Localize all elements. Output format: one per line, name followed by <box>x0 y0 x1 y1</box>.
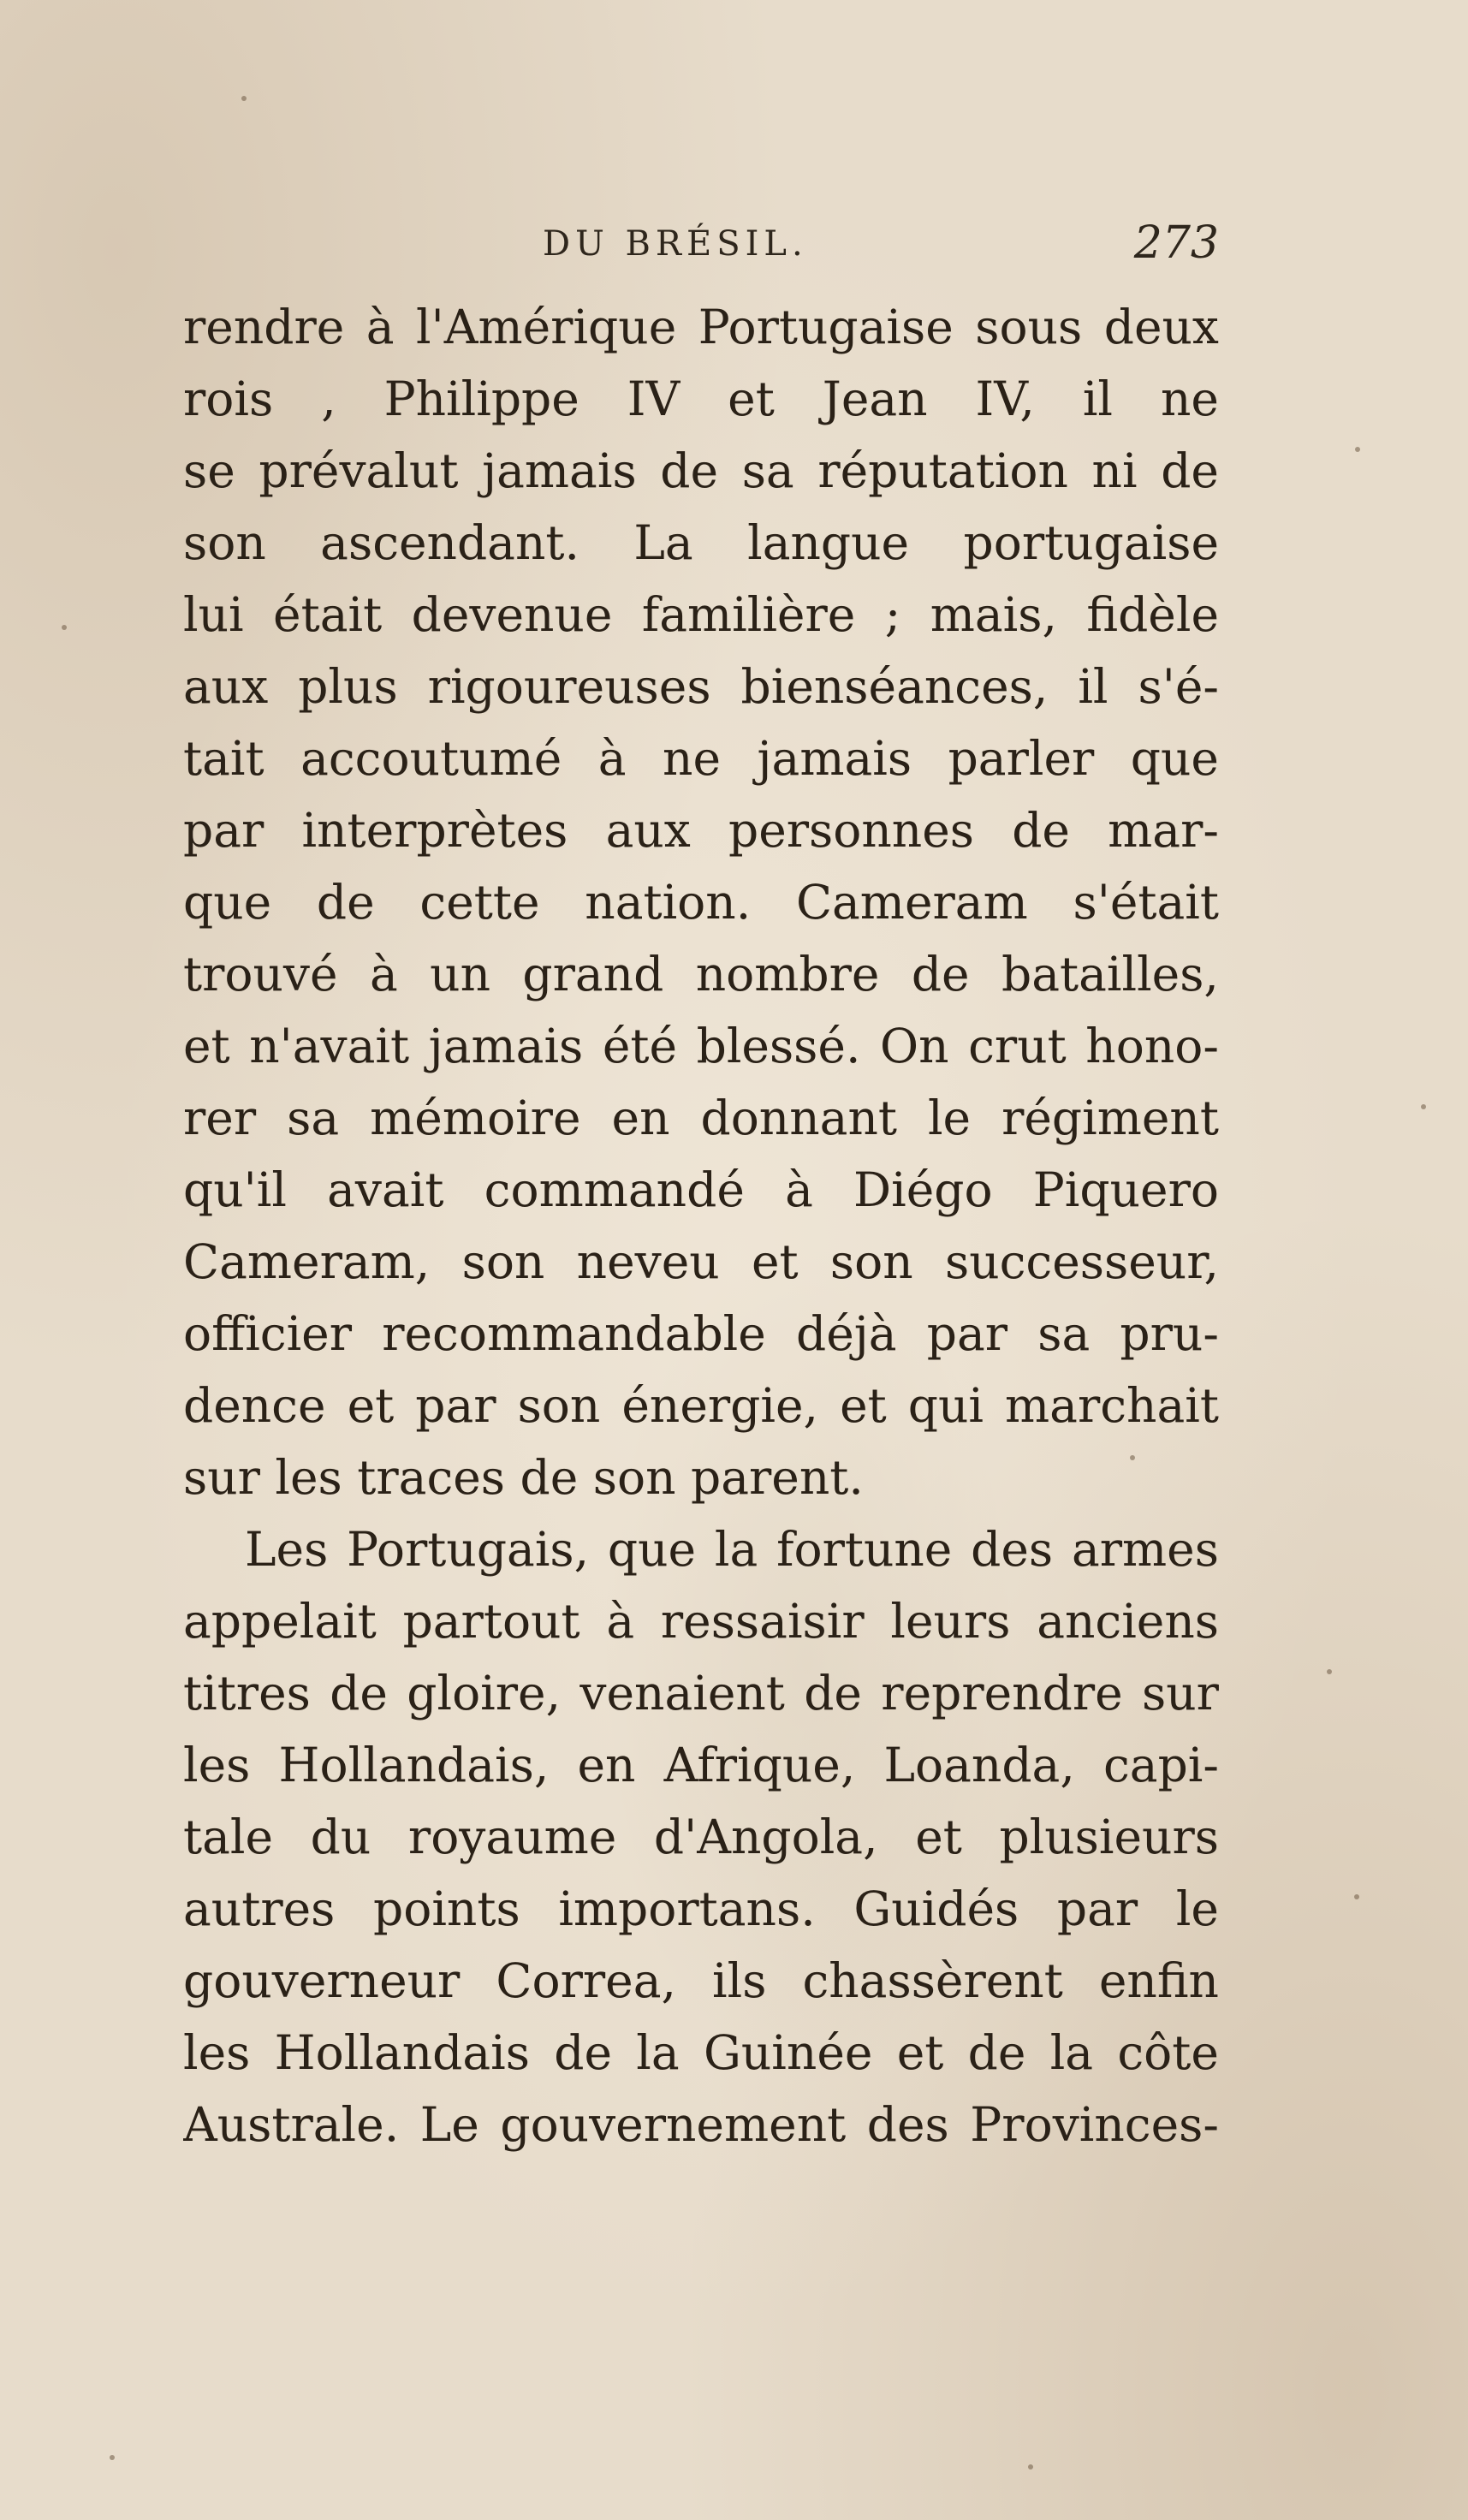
text-line: tait accoutumé à ne jamais parler que <box>183 731 1219 786</box>
text-line: qu'il avait commandé à Diégo Piquero <box>183 1162 1219 1217</box>
running-head: DU BRÉSIL. <box>543 224 808 264</box>
text-line: sur les traces de son parent. <box>183 1450 864 1505</box>
paper-speck <box>1355 447 1360 452</box>
paper-speck <box>62 625 67 630</box>
text-line: Les Portugais, que la fortune des armes <box>245 1522 1219 1577</box>
text-line: rois , Philippe IV et Jean IV, il ne <box>183 371 1219 426</box>
text-line: dence et par son énergie, et qui marchait <box>183 1378 1219 1433</box>
text-line: autres points importans. Guidés par le <box>183 1881 1219 1936</box>
paper-speck <box>110 2455 115 2460</box>
text-line: les Hollandais, en Afrique, Loanda, capi- <box>183 1738 1219 1792</box>
page-number: 273 <box>1133 217 1219 269</box>
text-line: Australe. Le gouvernement des Provinces- <box>183 2097 1219 2152</box>
text-line: son ascendant. La langue portugaise <box>183 515 1219 570</box>
paper-speck <box>1327 1669 1332 1674</box>
text-line: lui était devenue familière ; mais, fidèle <box>183 587 1219 642</box>
page-header <box>183 217 1219 284</box>
text-line: officier recommandable déjà par sa pru- <box>183 1306 1219 1361</box>
paper-speck <box>1028 2464 1033 2469</box>
text-line: appelait partout à ressaisir leurs anciens <box>183 1594 1219 1649</box>
text-line: que de cette nation. Cameram s'était <box>183 875 1219 930</box>
paper-speck <box>1421 1104 1426 1109</box>
text-line: Cameram, son neveu et son successeur, <box>183 1234 1219 1289</box>
paper-speck <box>1354 1894 1359 1899</box>
text-line: rer sa mémoire en donnant le régiment <box>183 1091 1219 1145</box>
text-line: rendre à l'Amérique Portugaise sous deux <box>183 300 1219 354</box>
text-line: et n'avait jamais été blessé. On crut hono- <box>183 1019 1219 1073</box>
text-line: aux plus rigoureuses bienséances, il s'é- <box>183 659 1219 714</box>
body-text <box>183 291 1219 2160</box>
text-line: trouvé à un grand nombre de batailles, <box>183 947 1219 1001</box>
text-line: par interprètes aux personnes de mar- <box>183 803 1219 858</box>
text-line: titres de gloire, venaient de reprendre sur <box>183 1666 1219 1721</box>
text-line: les Hollandais de la Guinée et de la côte <box>183 2025 1219 2080</box>
paper-speck <box>1130 1455 1135 1460</box>
text-line: se prévalut jamais de sa réputation ni de <box>183 443 1219 498</box>
paper-speck <box>241 96 247 101</box>
text-line: gouverneur Correa, ils chassèrent enfin <box>183 1953 1219 2008</box>
text-line: tale du royaume d'Angola, et plusieurs <box>183 1810 1219 1864</box>
